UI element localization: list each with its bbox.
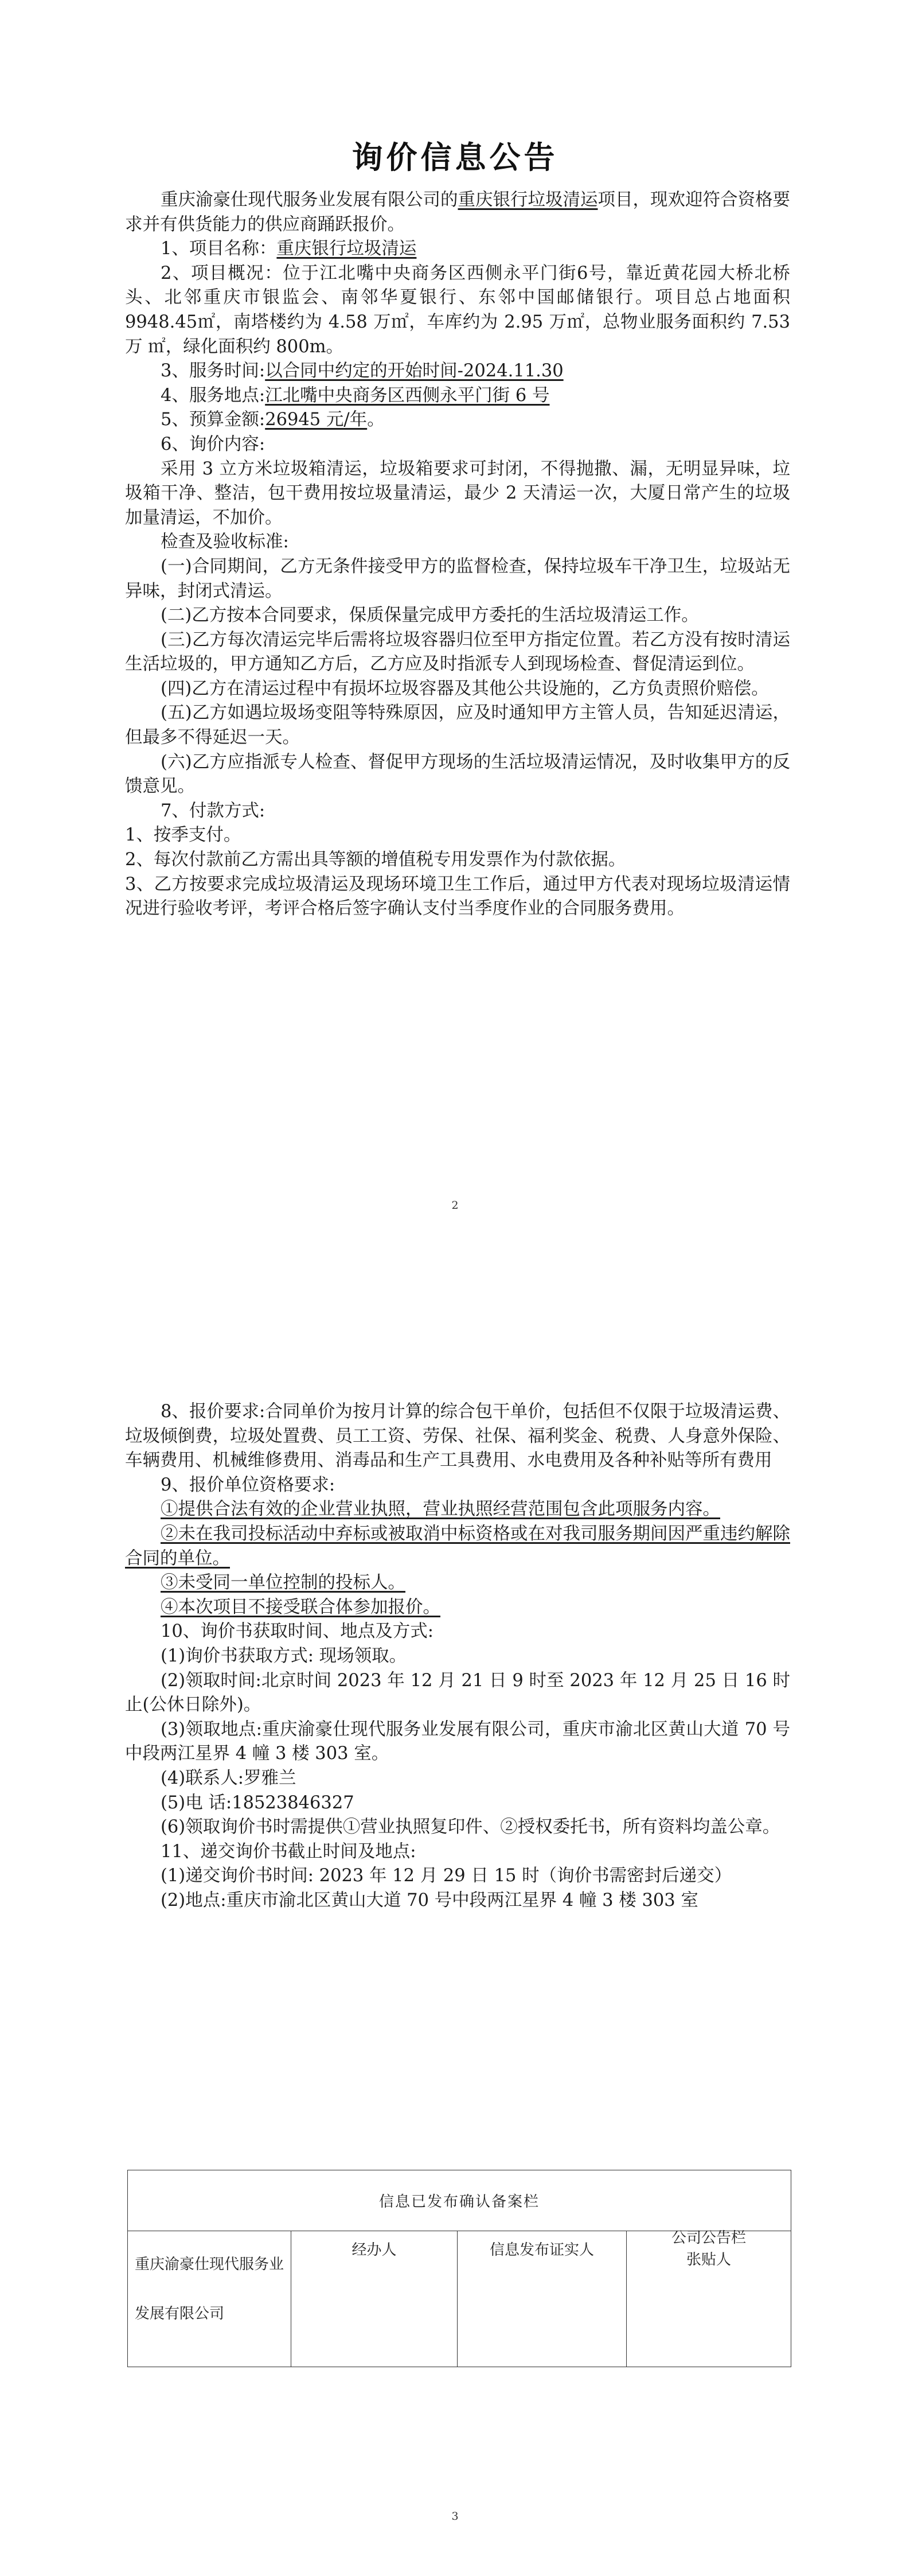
qualification-3: ③未受同一单位控制的投标人。 (161, 1573, 405, 1593)
item-5 (125, 408, 790, 433)
page-number: 3 (451, 2510, 459, 2523)
document-page-2 (0, 1285, 910, 2576)
payment-3: 3、乙方按要求完成垃圾清运及现场环境卫生工作后，通过甲方代表对现场垃圾清运情况进行验收考评，考评合格后签字确认支付当季度作业的合同服务费用。 (125, 874, 790, 919)
get-3: (3)领取地点:重庆渝豪仕现代服务业发展有限公司，重庆市渝北区黄山大道 70 号中段两江星界 4 幢 3 楼 303 室。 (125, 1719, 790, 1764)
document-page-1 (0, 0, 910, 1285)
item-10-heading: 10、询价书获取时间、地点及方式: (161, 1621, 434, 1642)
filing-board-cell (627, 2231, 791, 2367)
qualification-2: ②未在我司投标活动中弃标或被取消中标资格或在对我司服务期间因严重违约解除合同的单位。 (125, 1523, 790, 1569)
deliver-1: (1)递交询价书时间: 2023 年 12 月 29 日 15 时（询价书需密封后递交） (161, 1866, 732, 1886)
item-5-end: 。 (367, 410, 385, 430)
filing-confirmation-table (127, 2170, 791, 2367)
item-4-label: 4、服务地点: (161, 385, 265, 406)
qualification-4: ④本次项目不接受联合体参加报价。 (161, 1597, 440, 1617)
filing-verifier-cell (458, 2231, 627, 2367)
item-9-heading: 9、报价单位资格要求: (161, 1474, 335, 1495)
item-11-heading: 11、递交询价书截止时间及地点: (161, 1841, 416, 1862)
item-6-body: 采用 3 立方米垃圾箱清运，垃圾箱要求可封闭，不得抛撒、漏，无明显异味，垃圾箱干净、整洁，包干费用按垃圾量清运，最少 2 天清运一次，大厦日常产生的垃圾加量清运，不加价。 (125, 458, 790, 528)
standard-4: (四)乙方在清运过程中有损坏垃圾容器及其他公共设施的，乙方负责照价赔偿。 (161, 678, 769, 699)
item-5-label: 5、预算金额: (161, 410, 265, 430)
page2-body (125, 1400, 790, 1913)
intro-suffix: 项目，现欢迎符合资格要求并有供货能力的供应商踊跃报价。 (125, 190, 790, 235)
filing-company-cell (128, 2231, 291, 2367)
standard-5: (五)乙方如遇垃圾场变阻等特殊原因，应及时通知甲方主管人员，告知延迟清运，但最多不得延迟一天。 (125, 703, 790, 748)
filing-board-line2: 张贴人 (686, 2251, 731, 2268)
filing-board-line1: 公司公告栏 (671, 2229, 746, 2247)
page-number: 2 (451, 1199, 459, 1212)
item-1 (125, 237, 790, 262)
item-6-heading: 6、询价内容: (161, 434, 265, 454)
get-6: (6)领取询价书时需提供①营业执照复印件、②授权委托书，所有资料均盖公章。 (161, 1817, 780, 1838)
deliver-2: (2)地点:重庆市渝北区黄山大道 70 号中段两江星界 4 幢 3 楼 303 室 (161, 1890, 698, 1910)
filing-handler-cell (291, 2231, 458, 2367)
contact-phone: (5)电 话:18523846327 (161, 1792, 354, 1813)
standard-2: (二)乙方按本合同要求，保质保量完成甲方委托的生活垃圾清运工作。 (161, 605, 699, 626)
get-2: (2)领取时间:北京时间 2023 年 12 月 21 日 9 时至 2023 年 12 月 25 日 16 时止(公休日除外)。 (125, 1670, 790, 1715)
inspection-heading: 检查及验收标准: (161, 532, 289, 552)
item-7-heading: 7、付款方式: (161, 800, 265, 821)
filing-table-header: 信息已发布确认备案栏 (128, 2170, 791, 2231)
item-3 (125, 359, 790, 384)
item-3-value: 以合同中约定的开始时间-2024.11.30 (265, 361, 564, 382)
filing-handler-label: 经办人 (351, 2242, 397, 2259)
filing-verifier-label: 信息发布证实人 (489, 2242, 594, 2259)
standard-6: (六)乙方应指派专人检查、督促甲方现场的生活垃圾清运情况，及时收集甲方的反馈意见。 (125, 752, 790, 797)
standard-1: (一)合同期间，乙方无条件接受甲方的监督检查，保持垃圾车干净卫生，垃圾站无异味，封闭式清运。 (125, 556, 790, 601)
intro-prefix: 重庆渝豪仕现代服务业发展有限公司的 (161, 190, 458, 210)
contact-person: (4)联系人:罗雅兰 (161, 1768, 296, 1788)
item-1-label: 1、项目名称： (161, 239, 277, 259)
item-5-value: 26945 元/年 (265, 410, 368, 430)
item-8: 8、报价要求:合同单价为按月计算的综合包干单价，包括但不仅限于垃圾清运费、垃圾倾倒费，垃圾处置费、员工工资、劳保、社保、福利奖金、税费、人身意外保险、车辆费用、机械维修费用、消毒品和生产工具费用、水电费用及各种补贴等所有费用 (125, 1402, 790, 1471)
payment-1: 1、按季支付。 (125, 825, 241, 846)
qualification-1: ①提供合法有效的企业营业执照，营业执照经营范围包含此项服务内容。 (161, 1499, 720, 1520)
item-4-value: 江北嘴中央商务区西侧永平门街 6 号 (265, 385, 550, 406)
item-2: 2、项目概况：位于江北嘴中央商务区西侧永平门街6号，靠近黄花园大桥北桥头、北邻重庆市银监会、南邻华夏银行、东邻中国邮储银行。项目总占地面积 9948.45㎡，南塔楼约为 4.58 万㎡，车库约为 2.95 万㎡，总物业服务面积约 7.53 万 ㎡，绿化面积约 800m。 (125, 263, 790, 357)
payment-2: 2、每次付款前乙方需出具等额的增值税专用发票作为付款依据。 (125, 850, 626, 870)
item-3-label: 3、服务时间: (161, 361, 265, 382)
item-1-value: 重庆银行垃圾清运 (276, 239, 417, 259)
standard-3: (三)乙方每次清运完毕后需将垃圾容器归位至甲方指定位置。若乙方没有按时清运生活垃圾的，甲方通知乙方后，乙方应及时指派专人到现场检查、督促清运到位。 (125, 629, 790, 675)
filing-company-name: 重庆渝豪仕现代服务业发展有限公司 (135, 2256, 284, 2322)
item-4 (125, 384, 790, 408)
get-1: (1)询价书获取方式: 现场领取。 (161, 1645, 407, 1666)
page1-body (125, 188, 790, 921)
document-title: 询价信息公告 (351, 139, 559, 176)
intro-project-name: 重庆银行垃圾清运 (458, 190, 598, 210)
intro-paragraph (125, 188, 790, 237)
filing-board-label (627, 2227, 791, 2271)
